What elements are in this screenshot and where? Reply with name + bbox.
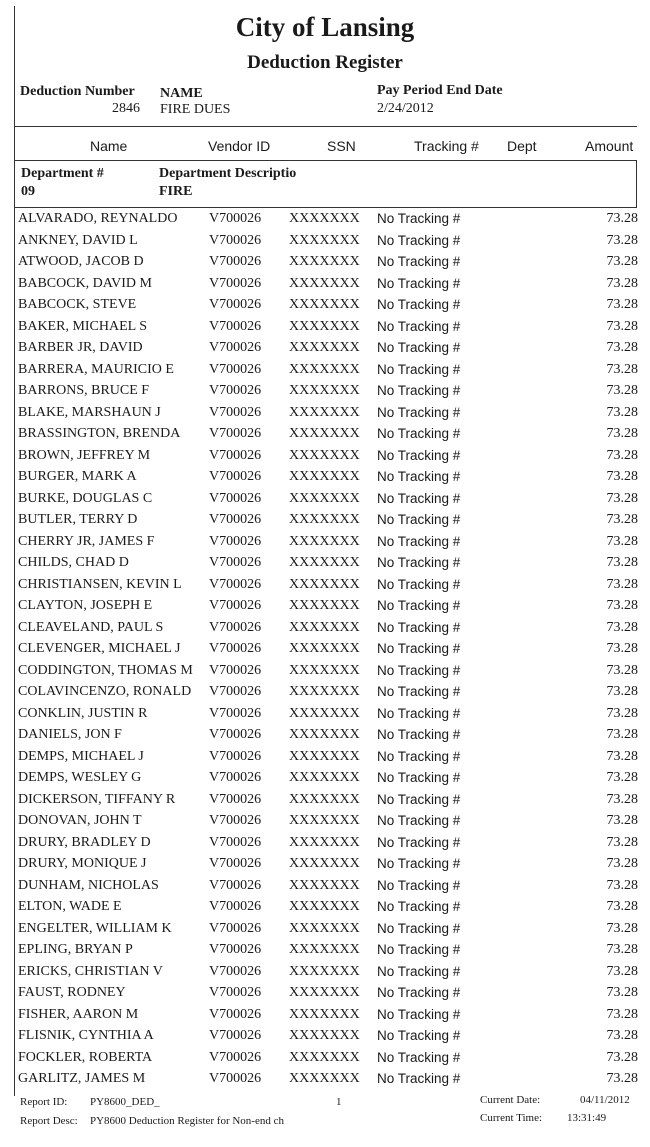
col-header-amount: Amount <box>585 138 634 154</box>
ssn-cell: XXXXXXX <box>289 512 360 527</box>
vendor-id-cell: V700026 <box>209 684 262 699</box>
table-row <box>0 790 650 812</box>
table-row <box>0 553 650 575</box>
tracking-cell: No Tracking # <box>377 619 461 635</box>
vendor-id-cell: V700026 <box>209 361 262 377</box>
ssn-cell: XXXXXXX <box>289 447 360 463</box>
vendor-id-cell: V700026 <box>209 254 262 269</box>
ssn-cell: XXXXXXX <box>289 361 360 377</box>
employee-name-cell: DRURY, BRADLEY D <box>18 834 151 850</box>
amount-cell: 73.28 <box>606 232 638 248</box>
tracking-cell: No Tracking # <box>377 834 461 850</box>
tracking-cell: No Tracking # <box>377 533 461 549</box>
tracking-cell: No Tracking # <box>377 963 461 979</box>
vendor-id-cell: V700026 <box>209 297 262 312</box>
tracking-cell: No Tracking # <box>377 318 461 334</box>
table-row <box>0 231 650 253</box>
table-row <box>0 661 650 683</box>
amount-cell: 73.28 <box>606 1006 638 1022</box>
department-description-value: FIRE <box>159 184 193 199</box>
tracking-cell: No Tracking # <box>377 426 461 441</box>
tracking-cell: No Tracking # <box>377 340 461 355</box>
vendor-id-cell: V700026 <box>209 813 262 828</box>
employee-name-cell: BROWN, JEFFREY M <box>18 447 151 463</box>
ssn-cell: XXXXXXX <box>289 1028 360 1043</box>
vendor-id-cell: V700026 <box>209 727 262 742</box>
tracking-cell: No Tracking # <box>377 791 461 807</box>
table-row <box>0 295 650 317</box>
vendor-id-cell: V700026 <box>209 1071 262 1086</box>
ssn-cell: XXXXXXX <box>289 1006 360 1022</box>
employee-name-cell: CLEVENGER, MICHAEL J <box>18 641 181 656</box>
pay-period-value: 2/24/2012 <box>377 101 434 116</box>
amount-cell: 73.28 <box>606 899 638 914</box>
vendor-id-cell: V700026 <box>209 856 262 871</box>
tracking-cell: No Tracking # <box>377 813 461 828</box>
table-row <box>0 919 650 941</box>
employee-name-cell: CHILDS, CHAD D <box>18 555 129 570</box>
amount-cell: 73.28 <box>606 920 638 936</box>
name-value: FIRE DUES <box>160 102 231 117</box>
tracking-cell: No Tracking # <box>377 275 461 291</box>
vendor-id-cell: V700026 <box>209 404 262 420</box>
vendor-id-cell: V700026 <box>209 985 262 1000</box>
vendor-id-cell: V700026 <box>209 426 262 441</box>
vendor-id-cell: V700026 <box>209 383 262 398</box>
col-header-tracking: Tracking # <box>414 138 479 154</box>
report-desc-label: Report Desc: <box>20 1115 78 1127</box>
amount-cell: 73.28 <box>606 705 638 721</box>
ssn-cell: XXXXXXX <box>289 684 360 699</box>
employee-name-cell: FAUST, RODNEY <box>18 985 126 1000</box>
ssn-cell: XXXXXXX <box>289 641 360 656</box>
amount-cell: 73.28 <box>606 619 638 635</box>
amount-cell: 73.28 <box>606 813 638 828</box>
table-row <box>0 532 650 554</box>
name-label: NAME <box>160 86 203 101</box>
employee-name-cell: EPLING, BRYAN P <box>18 942 133 957</box>
current-time-value: 13:31:49 <box>567 1112 607 1124</box>
tracking-cell: No Tracking # <box>377 899 461 914</box>
table-row <box>0 854 650 876</box>
employee-name-cell: BABCOCK, STEVE <box>18 297 137 312</box>
ssn-cell: XXXXXXX <box>289 383 360 398</box>
ssn-cell: XXXXXXX <box>289 426 360 441</box>
tracking-cell: No Tracking # <box>377 383 461 398</box>
employee-name-cell: DICKERSON, TIFFANY R <box>18 791 176 807</box>
employee-name-cell: BARRERA, MAURICIO E <box>18 361 174 377</box>
employee-name-cell: FLISNIK, CYNTHIA A <box>18 1028 154 1043</box>
table-row <box>0 876 650 898</box>
employee-name-cell: ELTON, WADE E <box>18 899 122 914</box>
tracking-cell: No Tracking # <box>377 641 461 656</box>
report-id-label: Report ID: <box>20 1096 68 1108</box>
amount-cell: 73.28 <box>606 211 638 226</box>
ssn-cell: XXXXXXX <box>289 576 360 592</box>
amount-cell: 73.28 <box>606 727 638 742</box>
employee-name-cell: FOCKLER, ROBERTA <box>18 1049 153 1065</box>
amount-cell: 73.28 <box>606 1049 638 1065</box>
vendor-id-cell: V700026 <box>209 275 262 291</box>
ssn-cell: XXXXXXX <box>289 942 360 957</box>
table-row <box>0 768 650 790</box>
ssn-cell: XXXXXXX <box>289 555 360 570</box>
employee-name-cell: DEMPS, MICHAEL J <box>18 748 144 764</box>
amount-cell: 73.28 <box>606 555 638 570</box>
amount-cell: 73.28 <box>606 404 638 420</box>
deduction-number-label: Deduction Number <box>20 84 135 99</box>
table-row <box>0 360 650 382</box>
department-description-label: Department Descriptio <box>159 166 297 181</box>
vendor-id-cell: V700026 <box>209 340 262 355</box>
table-row <box>0 467 650 489</box>
vendor-id-cell: V700026 <box>209 877 262 893</box>
employee-name-cell: BRASSINGTON, BRENDA <box>18 426 181 441</box>
tracking-cell: No Tracking # <box>377 985 461 1000</box>
ssn-cell: XXXXXXX <box>289 1071 360 1086</box>
vendor-id-cell: V700026 <box>209 920 262 936</box>
amount-cell: 73.28 <box>606 748 638 764</box>
ssn-cell: XXXXXXX <box>289 318 360 334</box>
employee-name-cell: BAKER, MICHAEL S <box>18 318 147 334</box>
table-row <box>0 338 650 360</box>
col-header-name: Name <box>90 138 128 154</box>
vendor-id-cell: V700026 <box>209 619 262 635</box>
table-row <box>0 274 650 296</box>
ssn-cell: XXXXXXX <box>289 791 360 807</box>
tracking-cell: No Tracking # <box>377 1049 461 1065</box>
pay-period-label: Pay Period End Date <box>377 83 503 98</box>
vendor-id-cell: V700026 <box>209 641 262 656</box>
vendor-id-cell: V700026 <box>209 469 262 484</box>
ssn-cell: XXXXXXX <box>289 727 360 742</box>
tracking-cell: No Tracking # <box>377 598 461 613</box>
ssn-cell: XXXXXXX <box>289 920 360 936</box>
employee-name-cell: ANKNEY, DAVID L <box>18 232 138 248</box>
employee-name-cell: CHERRY JR, JAMES F <box>18 533 155 549</box>
employee-name-cell: DONOVAN, JOHN T <box>18 813 142 828</box>
vendor-id-cell: V700026 <box>209 447 262 463</box>
table-row <box>0 424 650 446</box>
ssn-cell: XXXXXXX <box>289 211 360 226</box>
header-divider <box>14 126 637 127</box>
table-row <box>0 983 650 1005</box>
report-title: City of Lansing <box>235 12 415 42</box>
amount-cell: 73.28 <box>606 297 638 312</box>
vendor-id-cell: V700026 <box>209 1028 262 1043</box>
ssn-cell: XXXXXXX <box>289 899 360 914</box>
ssn-cell: XXXXXXX <box>289 533 360 549</box>
tracking-cell: No Tracking # <box>377 705 461 721</box>
table-row <box>0 381 650 403</box>
current-date-value: 04/11/2012 <box>580 1094 630 1106</box>
table-row <box>0 940 650 962</box>
amount-cell: 73.28 <box>606 447 638 463</box>
ssn-cell: XXXXXXX <box>289 705 360 721</box>
employee-name-cell: DANIELS, JON F <box>18 727 122 742</box>
tracking-cell: No Tracking # <box>377 856 461 871</box>
ssn-cell: XXXXXXX <box>289 963 360 979</box>
vendor-id-cell: V700026 <box>209 555 262 570</box>
tracking-cell: No Tracking # <box>377 361 461 377</box>
tracking-cell: No Tracking # <box>377 942 461 957</box>
vendor-id-cell: V700026 <box>209 1049 262 1065</box>
vendor-id-cell: V700026 <box>209 232 262 248</box>
table-row <box>0 897 650 919</box>
employee-name-cell: CHRISTIANSEN, KEVIN L <box>18 576 182 592</box>
table-row <box>0 747 650 769</box>
table-row <box>0 209 650 231</box>
tracking-cell: No Tracking # <box>377 684 461 699</box>
tracking-cell: No Tracking # <box>377 727 461 742</box>
col-header-dept: Dept <box>507 138 537 154</box>
table-row <box>0 682 650 704</box>
tracking-cell: No Tracking # <box>377 748 461 764</box>
vendor-id-cell: V700026 <box>209 791 262 807</box>
employee-name-cell: BABCOCK, DAVID M <box>18 275 152 291</box>
employee-name-cell: COLAVINCENZO, RONALD <box>18 684 192 699</box>
ssn-cell: XXXXXXX <box>289 297 360 312</box>
employee-name-cell: BURKE, DOUGLAS C <box>18 490 153 506</box>
tracking-cell: No Tracking # <box>377 211 461 226</box>
vendor-id-cell: V700026 <box>209 533 262 549</box>
amount-cell: 73.28 <box>606 383 638 398</box>
tracking-cell: No Tracking # <box>377 920 461 936</box>
tracking-cell: No Tracking # <box>377 576 461 592</box>
amount-cell: 73.28 <box>606 426 638 441</box>
table-row <box>0 317 650 339</box>
report-id-value: PY8600_DED_ <box>90 1096 160 1108</box>
amount-cell: 73.28 <box>606 275 638 291</box>
vendor-id-cell: V700026 <box>209 598 262 613</box>
vendor-id-cell: V700026 <box>209 899 262 914</box>
deduction-number-value: 2846 <box>112 101 140 116</box>
employee-name-cell: DRURY, MONIQUE J <box>18 856 147 871</box>
department-number-value: 09 <box>21 184 35 199</box>
vendor-id-cell: V700026 <box>209 705 262 721</box>
amount-cell: 73.28 <box>606 791 638 807</box>
table-row <box>0 704 650 726</box>
ssn-cell: XXXXXXX <box>289 404 360 420</box>
tracking-cell: No Tracking # <box>377 662 461 678</box>
table-row <box>0 1069 650 1091</box>
tracking-cell: No Tracking # <box>377 254 461 269</box>
table-row <box>0 618 650 640</box>
vendor-id-cell: V700026 <box>209 318 262 334</box>
tracking-cell: No Tracking # <box>377 770 461 785</box>
amount-cell: 73.28 <box>606 490 638 506</box>
ssn-cell: XXXXXXX <box>289 813 360 828</box>
vendor-id-cell: V700026 <box>209 512 262 527</box>
employee-name-cell: CLAYTON, JOSEPH E <box>18 598 153 613</box>
employee-name-cell: DUNHAM, NICHOLAS <box>18 877 159 893</box>
table-row <box>0 1026 650 1048</box>
ssn-cell: XXXXXXX <box>289 490 360 506</box>
table-row <box>0 596 650 618</box>
table-row <box>0 252 650 274</box>
department-number-label: Department # <box>21 166 104 181</box>
amount-cell: 73.28 <box>606 662 638 678</box>
table-row <box>0 446 650 468</box>
employee-name-cell: CODDINGTON, THOMAS M <box>18 662 193 678</box>
ssn-cell: XXXXXXX <box>289 856 360 871</box>
table-row <box>0 833 650 855</box>
amount-cell: 73.28 <box>606 1071 638 1086</box>
ssn-cell: XXXXXXX <box>289 619 360 635</box>
ssn-cell: XXXXXXX <box>289 770 360 785</box>
amount-cell: 73.28 <box>606 856 638 871</box>
ssn-cell: XXXXXXX <box>289 877 360 893</box>
ssn-cell: XXXXXXX <box>289 1049 360 1065</box>
employee-name-cell: DEMPS, WESLEY G <box>18 770 142 785</box>
tracking-cell: No Tracking # <box>377 447 461 463</box>
amount-cell: 73.28 <box>606 963 638 979</box>
tracking-cell: No Tracking # <box>377 877 461 893</box>
ssn-cell: XXXXXXX <box>289 340 360 355</box>
tracking-cell: No Tracking # <box>377 1028 461 1043</box>
employee-name-cell: BUTLER, TERRY D <box>18 512 138 527</box>
amount-cell: 73.28 <box>606 533 638 549</box>
employee-name-cell: ENGELTER, WILLIAM K <box>18 920 172 936</box>
amount-cell: 73.28 <box>606 770 638 785</box>
col-header-vendor-id: Vendor ID <box>208 138 271 154</box>
tracking-cell: No Tracking # <box>377 490 461 506</box>
ssn-cell: XXXXXXX <box>289 232 360 248</box>
ssn-cell: XXXXXXX <box>289 598 360 613</box>
vendor-id-cell: V700026 <box>209 963 262 979</box>
current-time-label: Current Time: <box>480 1112 543 1124</box>
amount-cell: 73.28 <box>606 684 638 699</box>
amount-cell: 73.28 <box>606 598 638 613</box>
vendor-id-cell: V700026 <box>209 490 262 506</box>
table-row <box>0 510 650 532</box>
ssn-cell: XXXXXXX <box>289 748 360 764</box>
ssn-cell: XXXXXXX <box>289 834 360 850</box>
vendor-id-cell: V700026 <box>209 834 262 850</box>
vendor-id-cell: V700026 <box>209 748 262 764</box>
employee-name-cell: GARLITZ, JAMES M <box>18 1071 146 1086</box>
tracking-cell: No Tracking # <box>377 1071 461 1086</box>
vendor-id-cell: V700026 <box>209 942 262 957</box>
amount-cell: 73.28 <box>606 1028 638 1043</box>
amount-cell: 73.28 <box>606 340 638 355</box>
ssn-cell: XXXXXXX <box>289 985 360 1000</box>
vendor-id-cell: V700026 <box>209 662 262 678</box>
tracking-cell: No Tracking # <box>377 512 461 527</box>
tracking-cell: No Tracking # <box>377 1006 461 1022</box>
tracking-cell: No Tracking # <box>377 404 461 420</box>
employee-name-cell: CLEAVELAND, PAUL S <box>18 619 164 635</box>
col-header-ssn: SSN <box>327 138 356 154</box>
vendor-id-cell: V700026 <box>209 211 262 226</box>
tracking-cell: No Tracking # <box>377 469 461 484</box>
ssn-cell: XXXXXXX <box>289 662 360 678</box>
report-subtitle: Deduction Register <box>247 52 403 73</box>
current-date-label: Current Date: <box>480 1094 541 1106</box>
table-row <box>0 1005 650 1027</box>
vendor-id-cell: V700026 <box>209 770 262 785</box>
employee-name-cell: ATWOOD, JACOB D <box>18 254 144 269</box>
employee-name-cell: BARBER JR, DAVID <box>18 340 143 355</box>
amount-cell: 73.28 <box>606 641 638 656</box>
table-row <box>0 403 650 425</box>
employee-name-cell: ERICKS, CHRISTIAN V <box>18 963 163 979</box>
employee-name-cell: BLAKE, MARSHAUN J <box>18 404 161 420</box>
employee-name-cell: FISHER, AARON M <box>18 1006 139 1022</box>
employee-name-cell: BURGER, MARK A <box>18 469 137 484</box>
amount-cell: 73.28 <box>606 877 638 893</box>
amount-cell: 73.28 <box>606 469 638 484</box>
tracking-cell: No Tracking # <box>377 297 461 312</box>
amount-cell: 73.28 <box>606 985 638 1000</box>
amount-cell: 73.28 <box>606 576 638 592</box>
vendor-id-cell: V700026 <box>209 1006 262 1022</box>
employee-name-cell: ALVARADO, REYNALDO <box>18 211 178 226</box>
ssn-cell: XXXXXXX <box>289 275 360 291</box>
tracking-cell: No Tracking # <box>377 555 461 570</box>
table-row <box>0 725 650 747</box>
tracking-cell: No Tracking # <box>377 232 461 248</box>
amount-cell: 73.28 <box>606 254 638 269</box>
amount-cell: 73.28 <box>606 512 638 527</box>
table-row <box>0 639 650 661</box>
table-row <box>0 811 650 833</box>
amount-cell: 73.28 <box>606 834 638 850</box>
report-desc-value: PY8600 Deduction Register for Non-end ch <box>90 1115 284 1127</box>
page-number: 1 <box>336 1096 342 1108</box>
amount-cell: 73.28 <box>606 318 638 334</box>
table-row <box>0 962 650 984</box>
deduction-rows <box>0 209 650 1091</box>
employee-name-cell: CONKLIN, JUSTIN R <box>18 705 148 721</box>
employee-name-cell: BARRONS, BRUCE F <box>18 383 150 398</box>
table-row <box>0 489 650 511</box>
table-row <box>0 1048 650 1070</box>
table-row <box>0 575 650 597</box>
amount-cell: 73.28 <box>606 942 638 957</box>
ssn-cell: XXXXXXX <box>289 254 360 269</box>
ssn-cell: XXXXXXX <box>289 469 360 484</box>
amount-cell: 73.28 <box>606 361 638 377</box>
vendor-id-cell: V700026 <box>209 576 262 592</box>
